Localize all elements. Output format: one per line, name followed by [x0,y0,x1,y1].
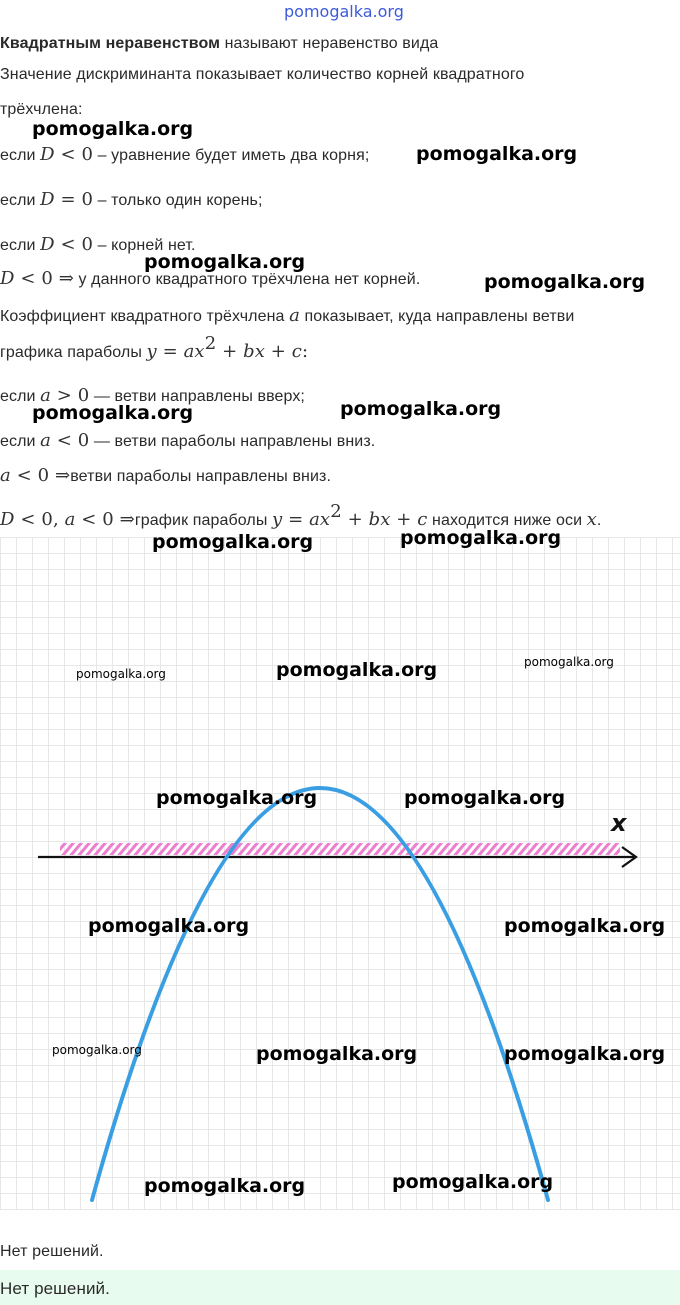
watermark: pomogalka.org [144,1175,306,1197]
watermark: pomogalka.org [32,118,194,140]
conclusion-no-roots: D < 0 ⇒ у данного квадратного трёхчлена нет корней. [0,268,421,289]
hatched-region [60,843,620,855]
definition-rest: называют неравенство вида [220,35,439,52]
watermark: pomogalka.org [524,655,614,669]
conclusion-branches-down: a < 0 ⇒ветви параболы направлены вниз. [0,465,331,486]
answer-box [0,1270,680,1305]
definition-term: Квадратным неравенством [0,35,221,52]
watermark: pomogalka.org [256,1043,418,1065]
watermark: pomogalka.org [152,531,314,553]
watermark: pomogalka.org [504,1043,666,1065]
watermark: pomogalka.org [484,271,646,293]
watermark: pomogalka.org [52,1043,142,1057]
watermark: pomogalka.org [32,402,194,424]
case-branches-up: если a > 0 — ветви направлены вверх; [0,385,305,406]
watermark: pomogalka.org [340,398,502,420]
case-branches-down: если a < 0 — ветви параболы направлены вниз. [0,430,376,451]
watermark: pomogalka.org [276,659,438,681]
graph-grid [0,537,680,1210]
watermark: pomogalka.org [504,915,666,937]
answer-text: Нет решений. [0,1243,104,1260]
answer-box-text: Нет решений. [0,1279,110,1298]
watermark: pomogalka.org [404,787,566,809]
definition-line [0,35,438,53]
parabola-formula-line: графика параболы $y = ax^2$ + bx + c: [0,333,309,362]
x-axis-label: x [611,809,627,837]
case-one-root: если D = 0 – только один корень; [0,189,263,210]
watermark: pomogalka.org [156,787,318,809]
watermark: pomogalka.org [88,915,250,937]
parabola-graph [0,537,680,1210]
watermark-top: pomogalka.org [284,2,404,21]
discriminant-line: Значение дискриминанта показывает количество корней квадратного [0,66,525,83]
case-two-roots: если D < 0 – уравнение будет иметь два корня; [0,144,370,165]
watermark: pomogalka.org [76,667,166,681]
watermark: pomogalka.org [416,143,578,165]
watermark: pomogalka.org [400,527,562,549]
coefficient-line: Коэффициент квадратного трёхчлена a показывает, куда направлены ветви [0,305,575,326]
watermark: pomogalka.org [144,251,306,273]
watermark: pomogalka.org [392,1171,554,1193]
case-no-roots: если D < 0 – корней нет. [0,234,196,255]
discriminant-line-2: трёхчлена: [0,101,83,118]
conclusion-below-axis: D < 0, a < 0 ⇒график параболы $y = ax^2$ + bx + c находится ниже оси x. [0,501,602,530]
